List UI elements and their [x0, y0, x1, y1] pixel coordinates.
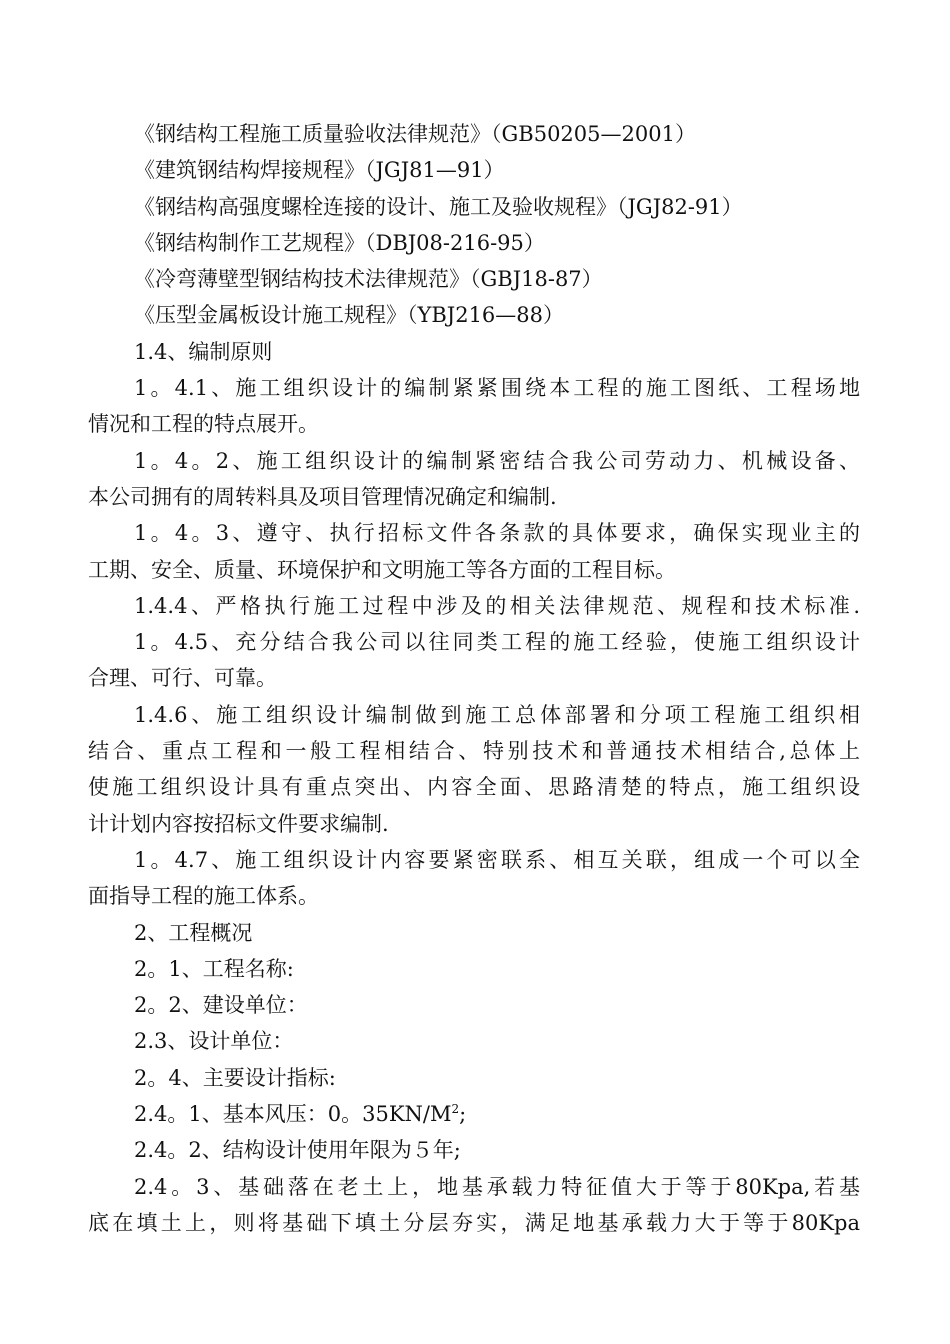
- text-line: 2.4。2、结构设计使用年限为５年;: [134, 1138, 461, 1163]
- text-line: 底在填土上，则将基础下填土分层夯实，满足地基承载力大于等于80Kpa: [88, 1210, 860, 1235]
- text-line: 1。4.1、施工组织设计的编制紧紧围绕本工程的施工图纸、工程场地: [134, 376, 860, 401]
- text-line: 使施工组织设计具有重点突出、内容全面、思路清楚的特点，施工组织设: [88, 775, 860, 800]
- text-line-main: 2.4。1、基本风压：0。35KN/M: [134, 1102, 452, 1127]
- text-line: 2。4、主要设计指标:: [134, 1065, 336, 1090]
- text-line: 1。4。2、施工组织设计的编制紧密结合我公司劳动力、机械设备、: [134, 448, 860, 473]
- text-line: 情况和工程的特点展开。: [88, 412, 319, 437]
- text-line: 1.4.4、严格执行施工过程中涉及的相关法律规范、规程和技术标准.: [134, 593, 860, 618]
- text-line: 2、工程概况: [134, 920, 253, 945]
- text-line: 计计划内容按招标文件要求编制.: [88, 811, 389, 836]
- text-line: 2。1、工程名称:: [134, 956, 294, 981]
- text-line: 2.4。3、基础落在老土上，地基承载力特征值大于等于80Kpa,若基: [134, 1174, 860, 1199]
- text-line: 1。4.5、充分结合我公司以往同类工程的施工经验，使施工组织设计: [134, 630, 860, 655]
- text-line: 《冷弯薄壁型钢结构技术法律规范》（GBJ18-87）: [134, 267, 603, 292]
- text-line: 《压型金属板设计施工规程》（YBJ216—88）: [134, 303, 565, 328]
- text-line: 1.4、编制原则: [134, 339, 273, 364]
- superscript: 2: [451, 1102, 460, 1117]
- text-line: 《钢结构高强度螺栓连接的设计、施工及验收规程》（JGJ82-91）: [134, 194, 743, 219]
- text-line: [88, 1096, 860, 1132]
- text-line: 2.3、设计单位：: [134, 1029, 294, 1054]
- text-line: 《钢结构制作工艺规程》（DBJ08-216-95）: [134, 230, 545, 255]
- text-line-tail: ;: [459, 1102, 467, 1127]
- text-line: 1。4.7、施工组织设计内容要紧密联系、相互关联，组成一个可以全: [134, 847, 860, 872]
- document-body: [88, 116, 860, 1241]
- text-line: 2。2、建设单位：: [134, 993, 308, 1018]
- text-line: 合理、可行、可靠。: [88, 666, 277, 691]
- text-line: 1。4。3、遵守、执行招标文件各条款的具体要求，确保实现业主的: [134, 521, 860, 546]
- text-line: 工期、安全、质量、环境保护和文明施工等各方面的工程目标。: [88, 557, 676, 582]
- text-line: 本公司拥有的周转料具及项目管理情况确定和编制.: [88, 484, 557, 509]
- text-line: 《钢结构工程施工质量验收法律规范》（GB50205—2001）: [134, 122, 696, 146]
- text-line: 《建筑钢结构焊接规程》（JGJ81—91）: [134, 158, 505, 183]
- text-line: 1.4.6、施工组织设计编制做到施工总体部署和分项工程施工组织相: [134, 702, 860, 727]
- text-line: 结合、重点工程和一般工程相结合、特别技术和普通技术相结合,总体上: [88, 739, 860, 764]
- text-line: 面指导工程的施工体系。: [88, 884, 319, 909]
